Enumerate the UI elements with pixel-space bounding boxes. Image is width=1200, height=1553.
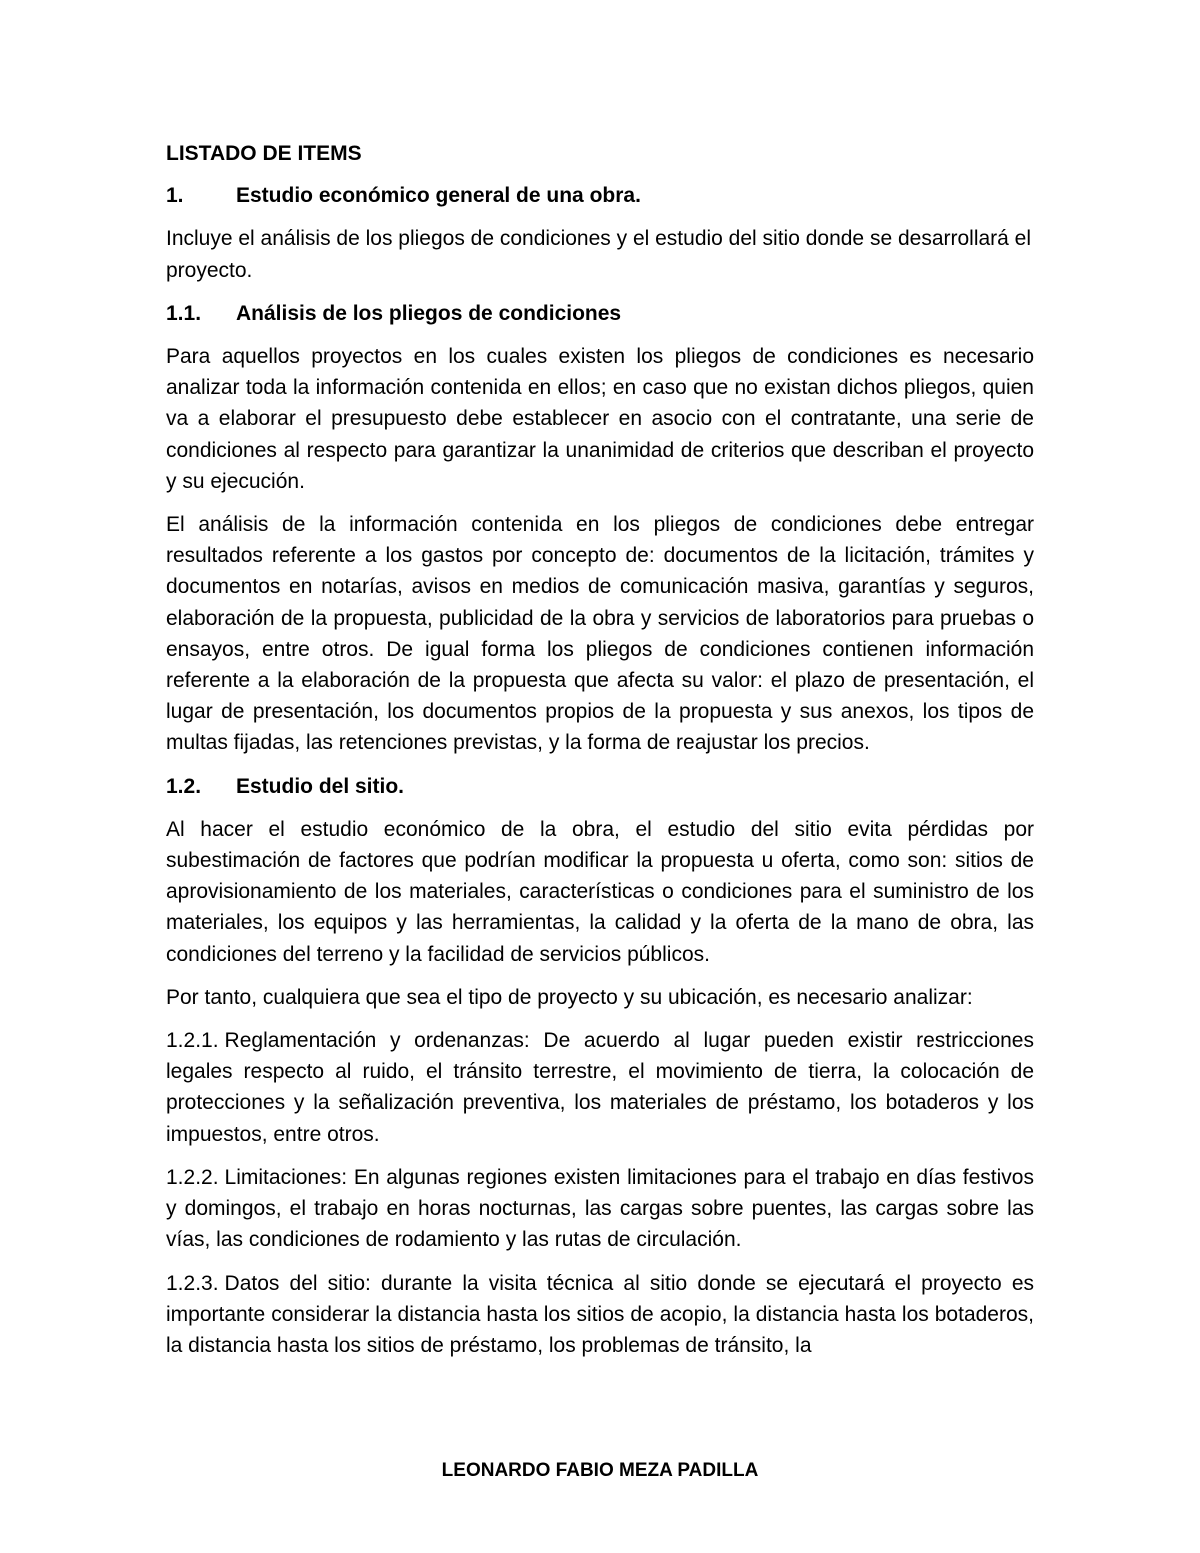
section-1-2-heading	[166, 771, 1034, 802]
section-1-intro: Incluye el análisis de los pliegos de condiciones y el estudio del sitio donde se desarrollará el proyecto.	[166, 227, 1032, 282]
document-body	[166, 138, 1034, 1373]
item-1-2-1-text: Reglamentación y ordenanzas: De acuerdo al lugar pueden existir restricciones legales respecto al ruido, el tránsito terrestre, el movimiento de tierra, la colocación de protecciones y la señalización preventiva, los materiales de préstamo, los botaderos y los impuestos, entre otros.	[166, 1029, 1034, 1146]
section-1-1-title: Análisis de los pliegos de condiciones	[236, 301, 622, 325]
section-1-1-number: 1.1.	[166, 301, 202, 325]
item-1-2-2-number: 1.2.2.	[166, 1165, 219, 1189]
section-1-number: 1.	[166, 184, 184, 208]
item-1-2-2-text: Limitaciones: En algunas regiones existen limitaciones para el trabajo en días festivos y domingos, el trabajo en horas nocturnas, las cargas sobre puentes, las cargas sobre las vías, las condiciones de rodamiento y las rutas de circulación.	[166, 1165, 1034, 1252]
section-1-1-heading	[166, 298, 1034, 329]
section-1-2-paragraph-1: Al hacer el estudio económico de la obra, el estudio del sitio evita pérdidas por subestimación de factores que podrían modificar la propuesta u oferta, como son: sitios de aprovisionamiento de los materiales, características o condiciones para el suministro de los materiales, los equipos y las herramientas, la calidad y la oferta de la mano de obra, las condiciones del terreno y la facilidad de servicios públicos.	[166, 817, 1034, 966]
section-1-heading	[166, 180, 1034, 211]
item-1-2-3-text: Datos del sitio: durante la visita técnica al sitio donde se ejecutará el proyecto es importante considerar la distancia hasta los sitios de acopio, la distancia hasta los botaderos, la distancia hasta los sitios de préstamo, los problemas de tránsito, la	[166, 1271, 1034, 1357]
item-1-2-3	[166, 1268, 1034, 1362]
item-1-2-2	[166, 1162, 1034, 1256]
section-1-2-paragraph-2: Por tanto, cualquiera que sea el tipo de proyecto y su ubicación, es necesario analizar:	[166, 985, 973, 1009]
page-footer-author: LEONARDO FABIO MEZA PADILLA	[441, 1460, 759, 1481]
item-1-2-3-number: 1.2.3.	[166, 1271, 219, 1295]
section-1-1-paragraph-2: El análisis de la información contenida en los pliegos de condiciones debe entregar resultados referente a los gastos por concepto de: documentos de la licitación, trámites y documentos en notarías, avisos en medios de comunicación masiva, garantías y seguros, elaboración de la propuesta, publicidad de la obra y servicios de laboratorios para pruebas o ensayos, entre otros. De igual forma los pliegos de condiciones contienen información referente a la elaboración de la propuesta que afecta su valor: el plazo de presentación, el lugar de presentación, los documentos propios de la propuesta y sus anexos, los tipos de multas fijadas, las retenciones previstas, y la forma de reajustar los precios.	[166, 513, 1034, 755]
item-1-2-1-number: 1.2.1.	[166, 1029, 219, 1053]
document-title: LISTADO DE ITEMS	[166, 142, 362, 165]
section-1-2-number: 1.2.	[166, 774, 202, 798]
item-1-2-1	[166, 1025, 1034, 1150]
section-1-1-paragraph-1: Para aquellos proyectos en los cuales existen los pliegos de condiciones es necesario analizar toda la información contenida en ellos; en caso que no existan dichos pliegos, quien va a elaborar el presupuesto debe establecer en asocio con el contratante, una serie de condiciones al respecto para garantizar la unanimidad de criterios que describan el proyecto y su ejecución.	[166, 345, 1034, 493]
section-1-2-title: Estudio del sitio.	[236, 774, 405, 798]
section-1-title: Estudio económico general de una obra.	[236, 184, 641, 208]
